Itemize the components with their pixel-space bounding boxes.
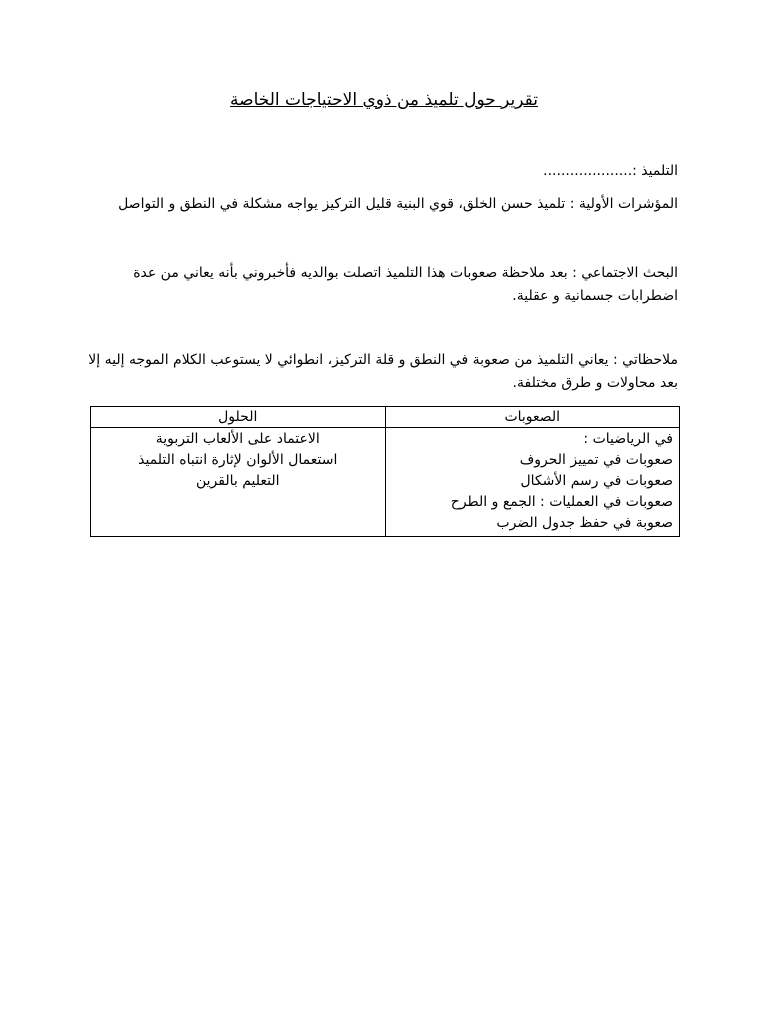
difficulty-item: صعوبات في رسم الأشكال — [520, 473, 673, 489]
notes-paragraph: ملاحظاتي : يعاني التلميذ من صعوبة في النطق و قلة التركيز، انطوائي لا يستوعب الكلام الموجه إليه إلا بعد محاولات و طرق مختلفة. — [88, 352, 678, 391]
difficulties-cell — [385, 428, 680, 537]
solution-item: استعمال الألوان لإثارة انتباه التلميذ — [138, 452, 338, 468]
solution-item: التعليم بالقرين — [195, 473, 280, 489]
difficulties-solutions-table — [90, 406, 680, 537]
difficulty-item: صعوبات في العمليات : الجمع و الطرح — [450, 494, 673, 510]
difficulty-item: في الرياضيات : — [583, 431, 673, 447]
difficulty-item: صعوبة في حفظ جدول الضرب — [496, 515, 673, 531]
solutions-header: الحلول — [91, 407, 386, 428]
difficulties-header: الصعوبات — [385, 407, 680, 428]
difficulty-item: صعوبات في تمييز الحروف — [519, 452, 673, 468]
table-header-row — [91, 407, 680, 428]
social-research-paragraph: البحث الاجتماعي : بعد ملاحظة صعوبات هذا التلميذ اتصلت بوالديه فأخبروني بأنه يعاني من عدة اضطرابات جسمانية و عقلية. — [133, 265, 678, 304]
solution-item: الاعتماد على الألعاب التربوية — [155, 431, 320, 447]
report-title: تقرير حول تلميذ من ذوي الاحتياجات الخاصة — [230, 90, 538, 110]
solutions-cell — [91, 428, 386, 537]
table-row — [91, 428, 680, 537]
student-name-line: التلميذ :.................... — [543, 163, 678, 179]
initial-indicators-paragraph: المؤشرات الأولية : تلميذ حسن الخلق، قوي البنية قليل التركيز يواجه مشكلة في النطق و التواصل — [118, 196, 678, 212]
